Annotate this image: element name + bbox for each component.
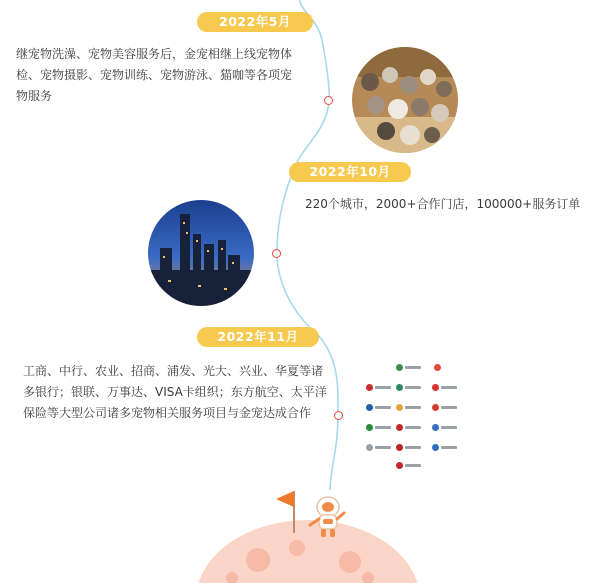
- milestone-text-3: 工商、中行、农业、招商、浦发、光大、兴业、华夏等诸多银行；银联、万事达、VISA卡组织；东方航空、太平洋保险等大型公司诸多宠物相关服务项目与金宠达成合作: [23, 364, 327, 420]
- milestone-date-2: 2022年10月: [289, 162, 411, 182]
- milestone-date-3: 2022年11月: [197, 327, 319, 347]
- milestone-text-1: 继宠物洗澡、宠物美容服务后，金宠相继上线宠物体检、宠物摄影、宠物训练、宠物游泳、猫咖等各项宠物服务: [16, 47, 293, 103]
- milestone-text-2: 220个城市，2000+合作门店，100000+服务订单: [305, 197, 581, 211]
- milestone-date-1: 2022年5月: [197, 12, 313, 32]
- astronaut-illustration: [272, 485, 352, 545]
